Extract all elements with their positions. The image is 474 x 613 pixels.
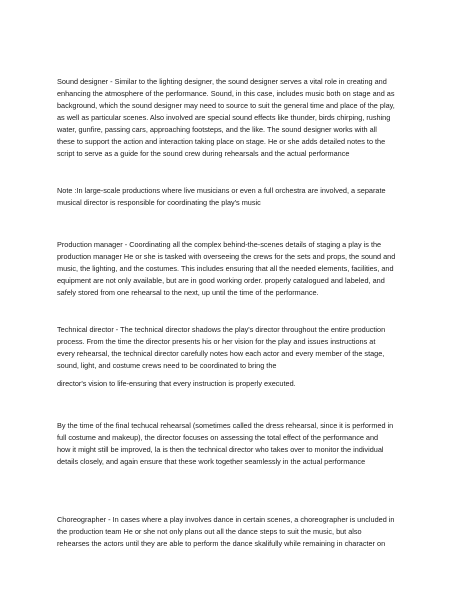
text-line: Sound designer - Similar to the lighting designer, the sound designer serves a vital role in creating and — [57, 77, 387, 86]
text-line: production manager He or she is tasked with overseeing the crews for the sets and props, the sound and — [57, 252, 396, 261]
text-line: enhancing the atmosphere of the performance. Sound, in this case, includes music both on stage and as — [57, 89, 395, 98]
paragraph-production-manager — [57, 239, 422, 299]
paragraph-choreographer — [57, 514, 422, 550]
text-line: process. From the time the director presents his or her vision for the play and issues instructions at — [57, 337, 376, 346]
text-line: background, which the sound designer may need to source to suit the general time and place of the play, — [57, 101, 395, 110]
text-line: full costume and makeup), the director focuses on assessing the total effect of the performance and — [57, 433, 379, 442]
text-line: director's vision to life-ensuring that every instruction is properly executed. — [57, 379, 296, 388]
text-line: Technical director - The technical director shadows the play's director throughout the entire production — [57, 325, 386, 334]
text-line: equipment are not only available, but are in good working order. properly catalogued and labeled, and — [57, 276, 385, 285]
text-line: every rehearsal, the technical director carefully notes how each actor and every member of the stage, — [57, 349, 385, 358]
text-line: the production team He or she not only plans out all the dance steps to suit the music, but also — [57, 527, 362, 536]
text-line: Production manager - Coordinating all the complex behind-the-scenes details of staging a play is the — [57, 240, 382, 249]
text-line: details closely, and again ensure that these work together seamlessly in the actual performance — [57, 457, 366, 466]
text-line: these to support the action and interaction taking place on stage. He or she adds detailed notes to the — [57, 137, 386, 146]
text-line: safely stored from one rehearsal to the next, up until the time of the performance. — [57, 288, 319, 297]
paragraph-technical-director-continued — [57, 378, 422, 390]
text-line: rehearses the actors until they are able to perform the dance skalifully while remaining in character on — [57, 539, 386, 548]
paragraph-sound-designer — [57, 76, 422, 160]
text-line: By the time of the final techucal rehearsal (sometimes called the dress rehearsal, since it is performed in — [57, 421, 394, 430]
paragraph-final-rehearsal — [57, 420, 422, 468]
paragraph-technical-director — [57, 324, 422, 372]
text-line: music, the lighting, and the costumes. This includes ensuring that all the needed elements, facilities, and — [57, 264, 394, 273]
text-line: Note :In large-scale productions where live musicians or even a full orchestra are involved, a separate — [57, 186, 386, 195]
text-line: musical director is responsible for coordinating the play's music — [57, 198, 261, 207]
text-line: sound, light, and costume crews need to be coordinated to bring the — [57, 361, 277, 370]
text-line: Choreographer - In cases where a play involves dance in certain scenes, a choreographer is uncluded in — [57, 515, 395, 524]
paragraph-note — [57, 185, 422, 209]
text-line: as well as particular scenes. Also involved are special sound effects like thunder, birds chirping, rushing — [57, 113, 391, 122]
text-line: how it might still be improved, la is then the technical director who takes over to monitor the individual — [57, 445, 384, 454]
text-line: water, gunfire, passing cars, approaching footsteps, and the like. The sound designer works with all — [57, 125, 377, 134]
text-line: script to serve as a guide for the sound crew during rehearsals and the actual performance — [57, 149, 350, 158]
